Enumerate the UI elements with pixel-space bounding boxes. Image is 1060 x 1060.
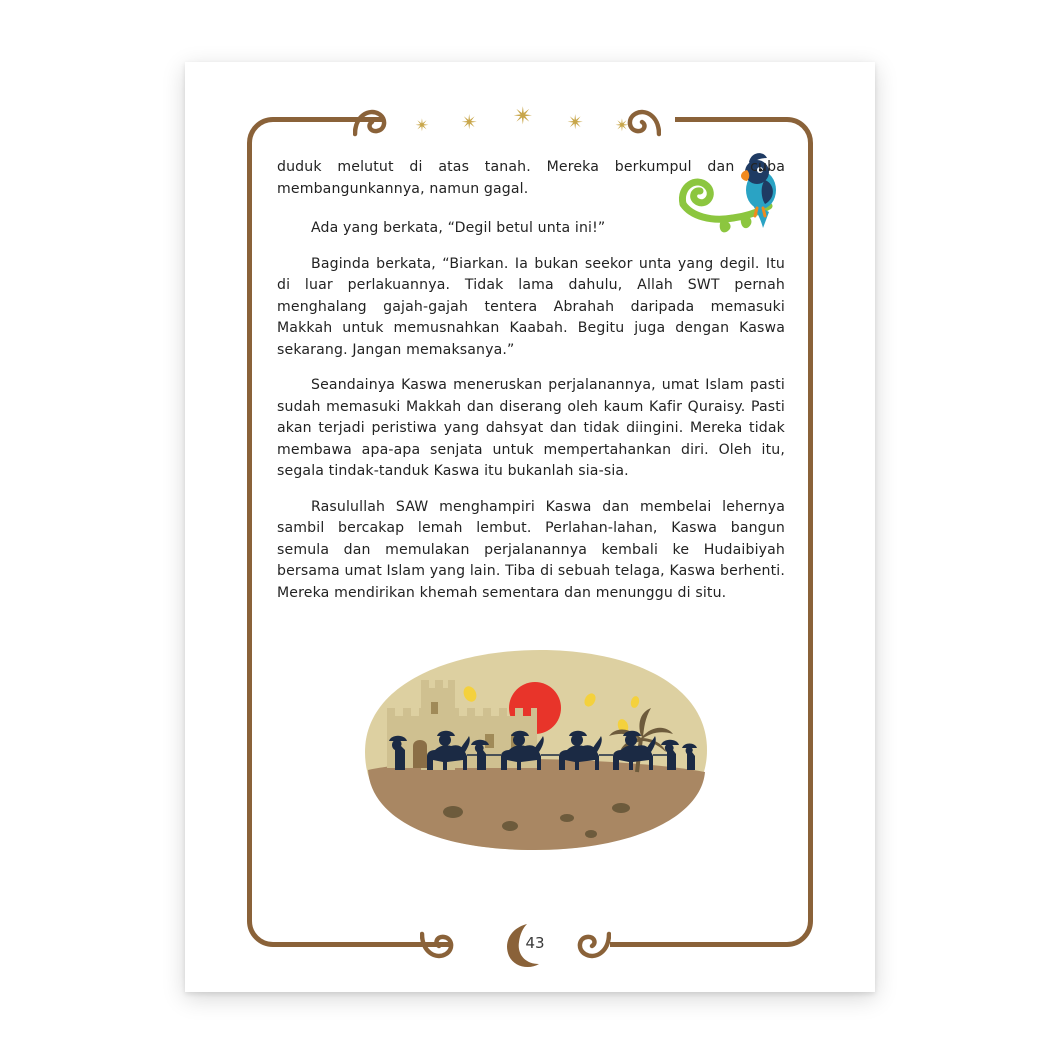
paragraph: Baginda berkata, “Biarkan. Ia bukan seekor unta yang degil. Itu di luar perlakuannya. Tidak lama dahulu, Allah SWT pernah menghalang gajah-gajah tentera Abrahah daripada memasuki Makkah untuk memusnahkan Kaabah. Begitu juga dengan Kaswa sekarang. Jangan memaksanya.”	[277, 255, 785, 358]
book-page	[185, 62, 875, 992]
body-text	[277, 157, 785, 618]
page-number-ornament	[487, 920, 577, 970]
star-icon: ✴	[615, 116, 630, 136]
paragraph: Seandainya Kaswa meneruskan perjalanannya, umat Islam pasti sudah memasuki Makkah dan diserang oleh kaum Kafir Quraisy. Pasti akan terjadi peristiwa yang dahsyat dan tidak diingini. Mereka tidak membawa apa-apa senjata untuk mempertahankan diri. Oleh itu, segala tindak-tanduk Kaswa itu bukanlah sia-sia.	[277, 377, 785, 479]
star-icon: ✴	[415, 116, 430, 136]
paragraph: Rasulullah SAW menghampiri Kaswa dan membelai lehernya sambil bercakap lemah lembut. Perlahan-lahan, Kaswa bangun semula dan memulakan perjalanannya kembali ke Hudaibiyah bersama umat Islam yang lain. Tiba di sebuah telaga, Kaswa berhenti. Mereka mendirikan khemah sementara dan menunggu di situ.	[277, 498, 785, 601]
caravan-illustration	[335, 642, 735, 867]
swirl-ornament-top-left	[353, 104, 399, 138]
swirl-ornament-bottom-left	[420, 930, 466, 964]
star-icon: ✴	[513, 102, 534, 130]
page-number: 43	[525, 934, 545, 952]
star-icon: ✴	[567, 110, 584, 134]
star-ornament-row	[409, 104, 653, 138]
star-icon: ✴	[461, 110, 478, 134]
paragraph: Ada yang berkata, “Degil betul unta ini!”	[311, 220, 606, 236]
paragraph: duduk melutut di atas tanah. Mereka berkumpul dan cuba membangunkannya, namun gagal.	[277, 159, 785, 197]
